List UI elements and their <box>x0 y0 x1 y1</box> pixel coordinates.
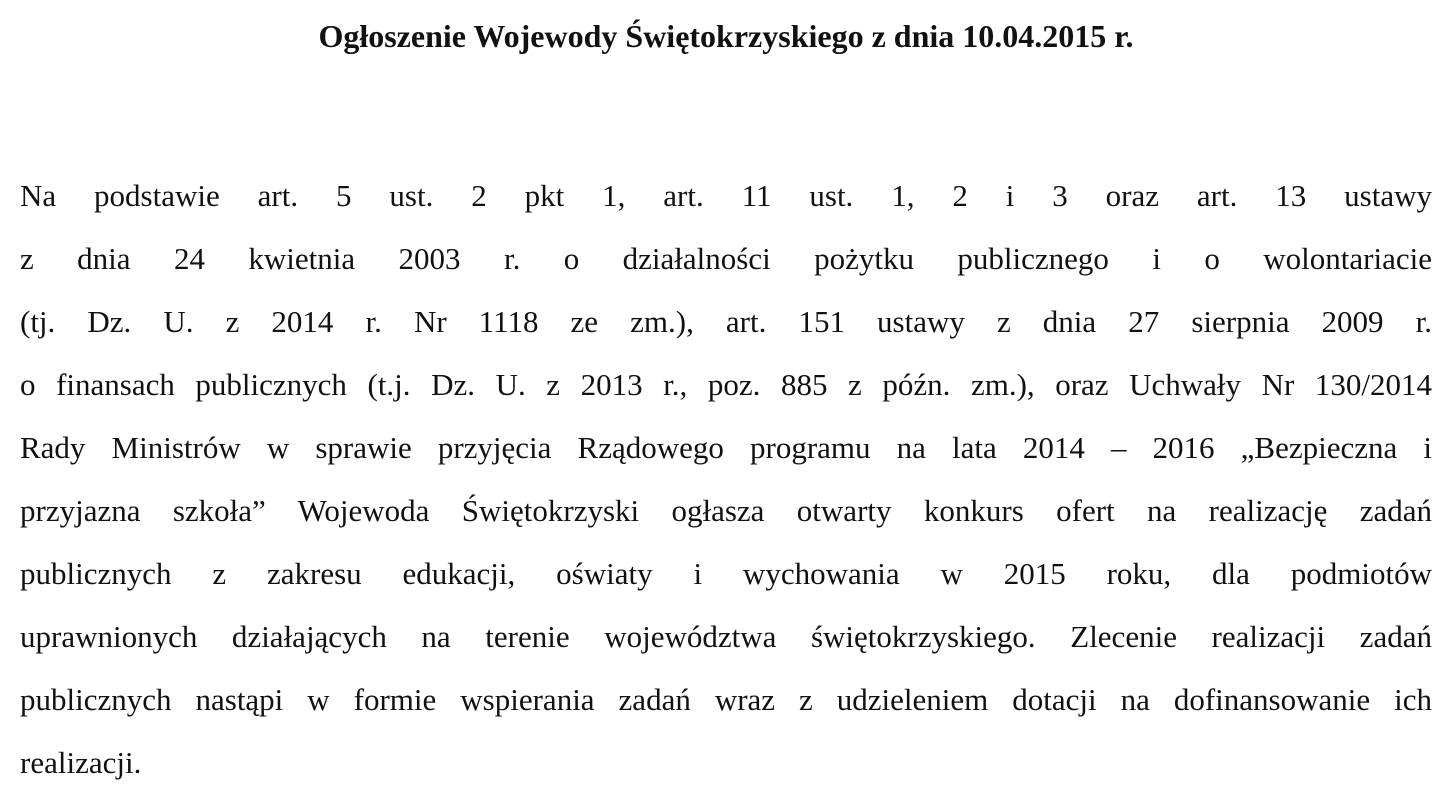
body-line: o finansach publicznych (t.j. Dz. U. z 2013 r., poz. 885 z późn. zm.), oraz Uchwały Nr 130/2014 <box>20 367 1432 402</box>
body-line: publicznych nastąpi w formie wspierania zadań wraz z udzieleniem dotacji na dofinansowanie ich <box>20 682 1432 717</box>
body-line: z dnia 24 kwietnia 2003 r. o działalności pożytku publicznego i o wolontariacie <box>20 241 1432 276</box>
body-line: uprawnionych działających na terenie województwa świętokrzyskiego. Zlecenie realizacji zadań <box>20 619 1432 654</box>
body-line: (tj. Dz. U. z 2014 r. Nr 1118 ze zm.), art. 151 ustawy z dnia 27 sierpnia 2009 r. <box>20 304 1432 339</box>
body-line: Na podstawie art. 5 ust. 2 pkt 1, art. 11 ust. 1, 2 i 3 oraz art. 13 ustawy <box>20 178 1432 213</box>
document-title: Ogłoszenie Wojewody Świętokrzyskiego z dnia 10.04.2015 r. <box>318 18 1134 54</box>
body-line: publicznych z zakresu edukacji, oświaty i wychowania w 2015 roku, dla podmiotów <box>20 556 1432 591</box>
body-line: przyjazna szkoła” Wojewoda Świętokrzyski ogłasza otwarty konkurs ofert na realizację zadań <box>20 493 1432 528</box>
body-line: Rady Ministrów w sprawie przyjęcia Rządowego programu na lata 2014 – 2016 „Bezpieczna i <box>20 430 1432 465</box>
body-line: realizacji. <box>20 745 142 780</box>
